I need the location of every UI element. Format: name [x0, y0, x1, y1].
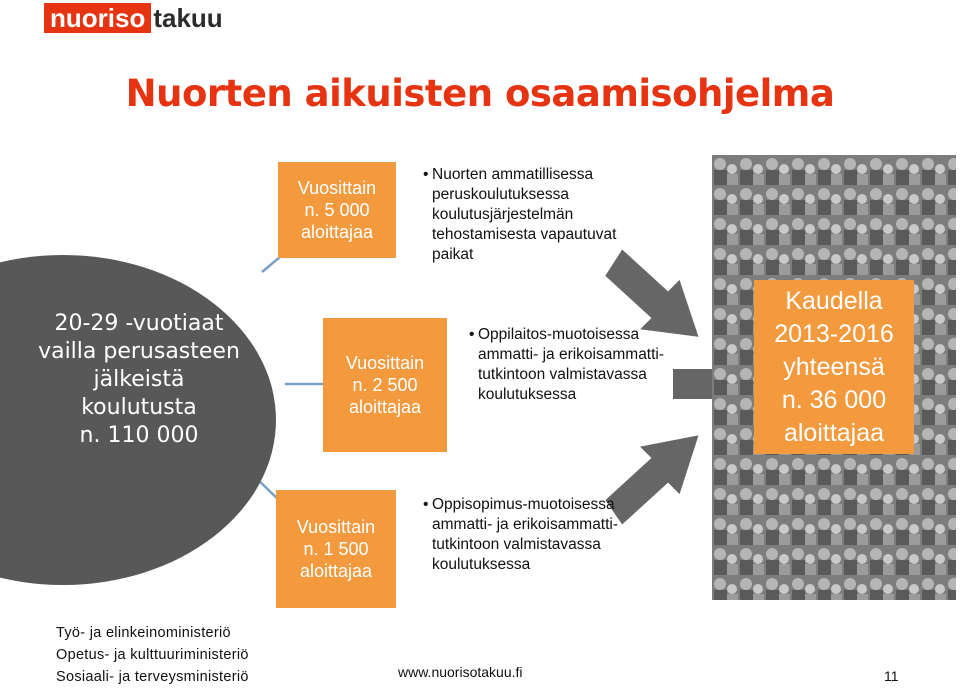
page-number: 11: [884, 668, 899, 684]
track-1-box-line-2: n. 5 000: [304, 200, 370, 220]
target-group-line-4: koulutusta: [81, 395, 197, 420]
track-3-text: Oppisopimus-muotoisessa ammatti- ja erikoisammatti-tutkintoon valmistavassa koulutuksessa: [432, 496, 619, 573]
track-2-box-line-3: aloittajaa: [348, 397, 422, 417]
track-2-box: [323, 318, 447, 452]
track-3-box-line-1: Vuosittain: [296, 517, 376, 537]
bullet-dot-icon: •: [469, 326, 475, 343]
ministry-1: Työ- ja elinkeinoministeriö: [56, 625, 231, 641]
target-group-line-3: jälkeistä: [93, 367, 185, 392]
track-3-description: [423, 495, 642, 575]
target-group-line-1: 20-29 -vuotiaat: [54, 311, 224, 336]
track-2-description: [469, 325, 678, 405]
total-line-2: 2013-2016: [774, 319, 894, 348]
track-3-box-line-3: aloittajaa: [299, 561, 373, 581]
ministry-3: Sosiaali- ja terveysministeriö: [56, 669, 249, 685]
ministries-list: [56, 622, 249, 688]
total-line-4: n. 36 000: [781, 385, 887, 414]
total-line-1: Kaudella: [785, 286, 883, 315]
target-group-line-2: vailla perusasteen: [38, 339, 240, 364]
slide-title: Nuorten aikuisten osaamisohjelma: [125, 72, 835, 115]
total-line-3: yhteensä: [783, 352, 885, 381]
bullet-dot-icon: •: [423, 166, 429, 183]
track-1-box-line-1: Vuosittain: [297, 178, 377, 198]
track-2-box-line-2: n. 2 500: [352, 375, 418, 395]
track-1-box: [278, 162, 396, 258]
track-3-box-line-2: n. 1 500: [303, 539, 369, 559]
total-box: [754, 280, 914, 454]
target-group-label: [10, 310, 268, 450]
track-1-description: [423, 165, 632, 265]
total-line-5: aloittajaa: [783, 418, 885, 447]
track-2-text: Oppilaitos-muotoisessa ammatti- ja erikoisammatti-tutkintoon valmistavassa koulutuksessa: [478, 326, 665, 403]
logo-part-nuoriso: nuoriso: [44, 3, 151, 33]
logo-part-takuu: takuu: [153, 2, 223, 33]
track-2-box-line-1: Vuosittain: [345, 353, 425, 373]
target-group-line-5: n. 110 000: [79, 423, 199, 448]
track-1-box-line-3: aloittajaa: [300, 222, 374, 242]
ministry-2: Opetus- ja kulttuuriministeriö: [56, 647, 249, 663]
track-3-box: [276, 490, 396, 608]
bullet-dot-icon: •: [423, 496, 429, 513]
website-url[interactable]: www.nuorisotakuu.fi: [398, 664, 523, 680]
track-1-text: Nuorten ammatillisessa peruskoulutuksessa koulutusjärjestelmän tehostamisesta vapautuvat paikat: [432, 166, 617, 263]
